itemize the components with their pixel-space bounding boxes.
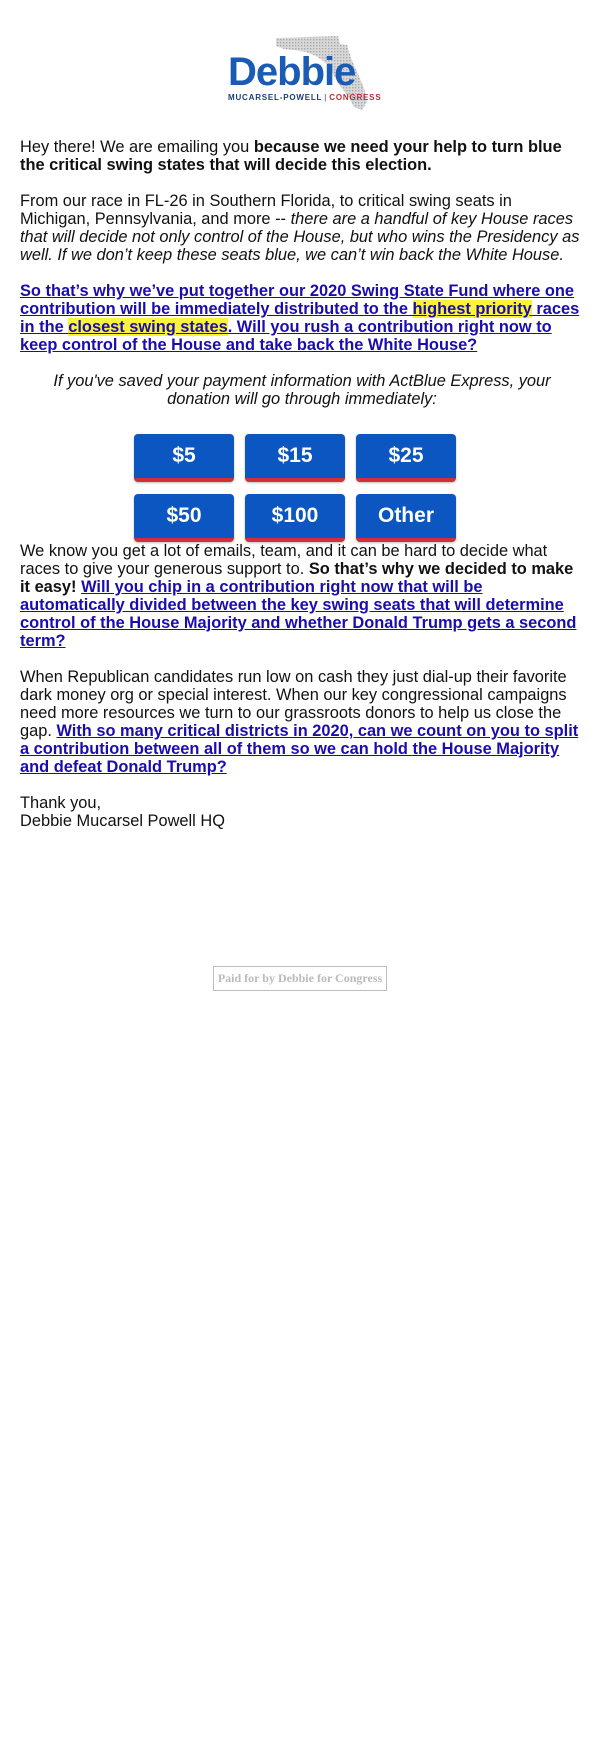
signoff-thanks: Thank you, [20,794,102,812]
donate-100-button[interactable]: $100 [245,494,345,542]
donate-50-button[interactable]: $50 [134,494,234,542]
donate-other-button[interactable]: Other [356,494,456,542]
paid-for-disclaimer: Paid for by Debbie for Congress [213,966,387,991]
logo-subtitle-separator: | [324,93,328,102]
swing-fund-link-part3: . Will you rush a contribution right now to keep control of the House and take back the White House? [20,318,552,354]
dark-money-paragraph [20,668,584,776]
logo-subtitle [228,93,381,102]
swing-fund-link-part1: So that’s why we’ve put together our 2020 Swing State Fund where one contribution will be immediately distributed to the [20,282,575,318]
actblue-note: If you've saved your payment information with ActBlue Express, your donation will go through immediately: [53,372,551,408]
signoff [20,794,584,830]
closest-swing-states-highlight: closest swing states [68,318,228,336]
swing-fund-link[interactable] [20,282,579,354]
campaign-logo[interactable] [226,36,382,112]
swing-fund-link-part2: races in the [20,300,580,336]
intro-paragraph [20,138,584,174]
make-it-easy-bold-text: So that’s why we decided to make it easy! [20,560,574,596]
donation-button-grid [134,434,470,542]
swing-seats-text: From our race in FL-26 in Southern Florida, to critical swing seats in Michigan, Pennsylvania, and more -- [20,192,512,228]
logo-subtitle-name: MUCARSEL-POWELL [228,93,323,102]
intro-bold-text: because we need your help to turn blue the critical swing states that will decide this election. [20,138,562,174]
make-it-easy-text: We know you get a lot of emails, team, and it can be hard to decide what races to give your generous support to. [20,542,548,578]
chip-in-link[interactable]: Will you chip in a contribution right now that will be automatically divided between the key swing seats that will determine control of the House Majority and whether Donald Trump gets a second term? [20,578,577,650]
swing-seats-italic-text: there are a handful of key House races that will decide not only control of the House, but who wins the Presidency as well. If we don’t keep these seats blue, we can’t win back the White House. [20,210,580,264]
split-contribution-link[interactable]: With so many critical districts in 2020, can we count on you to split a contribution between all of them so we can hold the House Majority and defeat Donald Trump? [20,722,579,776]
dark-money-text: When Republican candidates run low on cash they just dial-up their favorite dark money org or special interest. When our key congressional campaigns need more resources we turn to our grassroots donors to help us close the gap. [20,668,567,740]
donate-15-button[interactable]: $15 [245,434,345,482]
make-it-easy-paragraph [20,542,584,650]
intro-text: Hey there! We are emailing you [20,138,254,156]
footer [0,966,600,991]
signoff-name: Debbie Mucarsel Powell HQ [20,812,225,830]
donate-5-button[interactable]: $5 [134,434,234,482]
email-body [20,138,584,848]
highest-priority-highlight: highest priority [412,300,532,318]
logo-subtitle-congress: CONGRESS [329,93,382,102]
swing-fund-paragraph [20,282,584,354]
logo-wordmark: Debbie [228,50,356,94]
swing-seats-paragraph [20,192,584,264]
donate-25-button[interactable]: $25 [356,434,456,482]
